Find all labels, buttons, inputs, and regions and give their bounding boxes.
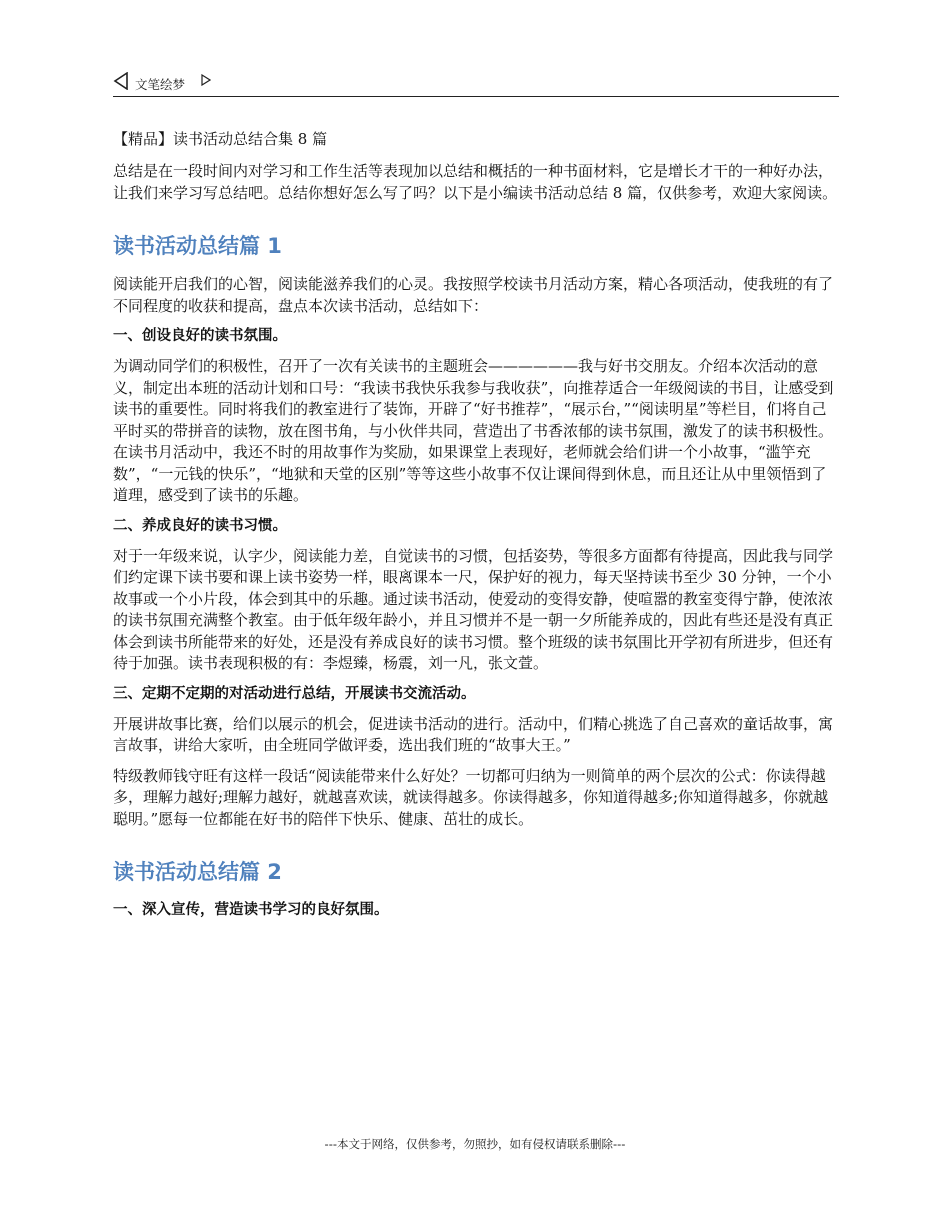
- section-1-paragraph-3: 对于一年级来说，认字少，阅读能力差，自觉读书的习惯，包括姿势，等很多方面都有待提高，因此我与同学们约定课下读书要和课上读书姿势一样，眼离课本一尺，保护好的视力，每天坚持读书至少 30 分钟，一个小故事或一个小片段，体会到其中的乐趣。通过读书活动，使爱动的变得安静，使喧嚣的教室变得宁静，使浓浓的读书氛围充满整个教室。由于低年级年龄小，并且习惯并不是一朝一夕所能养成的，因此有些还是没有真正体会到读书所能带来的好处，还是没有养成良好的读书习惯。整个班级的读书氛围比开学初有所进步，但还有待于加强。读书表现积极的有：李煜臻，杨震，刘一凡，张文萱。: [113, 546, 834, 672]
- section-1-subheading-1: 一、创设良好的读书氛围。: [113, 328, 287, 344]
- document-body: [113, 128, 839, 930]
- page-header: [113, 70, 839, 97]
- brand-name: 文笔绘梦: [135, 77, 186, 92]
- section-1-subheading-3: 三、定期不定期的对活动进行总结，开展读书交流活动。: [113, 685, 476, 702]
- play-triangle-icon[interactable]: [201, 74, 211, 86]
- section-1-subheading-2: 二、养成良好的读书习惯。: [113, 517, 287, 534]
- document-title: 【精品】读书活动总结合集 8 篇: [113, 130, 328, 148]
- section-1-paragraph-2: 为调动同学们的积极性，召开了一次有关读书的主题班会——————我与好书交朋友。介绍本次活动的意义，制定出本班的活动计划和口号：“我读书我快乐我参与我收获”，向推荐适合一年级阅读的书目，让感受到读书的重要性。同时将我们的教室进行了装饰，开辟了“好书推荐”，“展示台，”“阅读明星”等栏目，们将自己平时买的带拼音的读物，放在图书角，与小伙伴共同，营造出了书香浓郁的读书氛围，激发了的读书积极性。在读书月活动中，我还不时的用故事作为奖励，如果课堂上表现好，老师就会给们讲一个小故事，“滥竽充数”，“一元钱的快乐”，“地狱和天堂的区别”等等这些小故事不仅让课间得到休息，而且还让从中里领悟到了道理，感受到了读书的乐趣。: [113, 357, 834, 504]
- page-footer: ---本文于网络，仅供参考，勿照抄，如有侵权请联系删除---: [324, 1137, 626, 1151]
- intro-paragraph: 总结是在一段时间内对学习和工作生活等表现加以总结和概括的一种书面材料，它是增长才干的一种好办法，让我们来学习写总结吧。总结你想好怎么写了吗？以下是小编读书活动总结 8 篇，仅供参考，欢迎大家阅读。: [113, 162, 838, 202]
- section-2-subheading-1: 一、深入宣传，营造读书学习的良好氛围。: [113, 902, 389, 918]
- section-1-title: 读书活动总结篇 1: [113, 234, 282, 258]
- section-1-paragraph-5: 特级教师钱守旺有这样一段话“阅读能带来什么好处？一切都可归纳为一则简单的两个层次的公式：你读得越多，理解力越好;理解力越好，就越喜欢读，就读得越多。你读得越多，你知道得越多;你知道得越多，你就越聪明。”愿每一位都能在好书的陪伴下快乐、健康、茁壮的成长。: [113, 766, 829, 828]
- section-2-title: 读书活动总结篇 2: [113, 860, 282, 884]
- back-triangle-icon[interactable]: [113, 72, 129, 90]
- section-1-paragraph-4: 开展讲故事比赛，给们以展示的机会，促进读书活动的进行。活动中，们精心挑选了自己喜欢的童话故事，寓言故事，讲给大家听，由全班同学做评委，选出我们班的“故事大王。”: [113, 714, 834, 754]
- section-1-paragraph-1: 阅读能开启我们的心智，阅读能滋养我们的心灵。我按照学校读书月活动方案，精心各项活动，使我班的有了不同程度的收获和提高，盘点本次读书活动，总结如下：: [113, 275, 834, 315]
